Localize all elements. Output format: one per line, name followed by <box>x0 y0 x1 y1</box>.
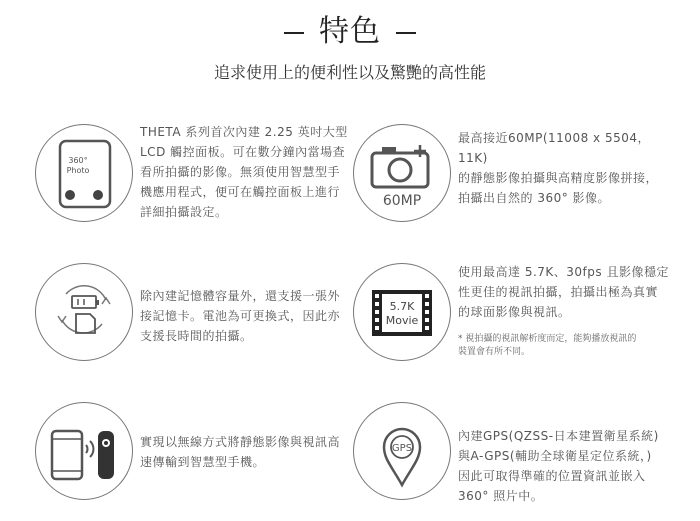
film-5-7k-movie-icon <box>354 264 450 360</box>
page-title-text: 特色 <box>319 14 381 49</box>
feature-text-60mp <box>458 128 678 208</box>
text-line: 的球面影像與視訊。 <box>458 305 571 319</box>
page-subtitle: 追求使用上的便利性以及驚艷的高性能 <box>213 63 486 82</box>
text-line: 拍攝出自然的 360° 影像。 <box>458 191 611 205</box>
note-line: * 視拍攝的視訊解析度而定，能夠播放視訊的 <box>458 334 637 344</box>
text-line: 的靜態影像拍攝與高精度影像拼接， <box>458 171 659 185</box>
feature-text-battery <box>140 286 350 346</box>
page-title <box>0 6 700 50</box>
text-line: 使用最高達 5.7K、30fps 且影像穩定 <box>458 265 669 279</box>
text-line: 看所拍攝的影像。無須使用智慧型手 <box>140 165 341 179</box>
feature-note-movie <box>458 333 678 359</box>
note-line: 裝置會有所不同。 <box>458 347 531 357</box>
text-line: 機應用程式，便可在觸控面板上進行 <box>140 185 341 199</box>
feature-icon-circle-lcd <box>35 124 133 222</box>
text-line: 除內建記憶體容量外，還支援一張外 <box>140 289 341 303</box>
text-line: LCD 觸控面板。可在數分鐘內當場查 <box>140 145 346 159</box>
text-line: 最高接近60MP(11008 x 5504，11K) <box>458 131 650 165</box>
text-line: 性更佳的視訊拍攝，拍攝出極為真實 <box>458 285 659 299</box>
text-line: THETA 系列首次內建 2.25 英吋大型 <box>140 125 348 139</box>
feature-text-movie <box>458 262 683 322</box>
text-line: 實現以無線方式將靜態影像與視訊高 <box>140 435 341 449</box>
battery-sdcard-icon <box>36 264 132 360</box>
icon-label-60mp: 60MP <box>382 193 422 209</box>
title-dash-left <box>284 32 304 34</box>
phone-wireless-camera-icon <box>36 403 132 499</box>
text-line: 詳細拍攝設定。 <box>140 205 228 219</box>
feature-text-lcd <box>140 122 350 222</box>
feature-icon-circle-wireless <box>35 402 133 500</box>
feature-text-wireless <box>140 432 350 472</box>
feature-icon-circle-gps <box>353 402 451 500</box>
icon-label-gps: GPS <box>391 443 413 454</box>
icon-label-5-7k: 5.7K <box>389 300 415 313</box>
feature-icon-circle-60mp <box>353 124 451 222</box>
feature-icon-circle-movie <box>353 263 451 361</box>
camera-60mp-icon <box>354 125 450 221</box>
text-line: 支援長時間的拍攝。 <box>140 329 253 343</box>
feature-icon-circle-battery <box>35 263 133 361</box>
title-dash-right <box>396 32 416 34</box>
icon-label-movie: Movie <box>385 314 419 327</box>
text-line: 內建GPS(QZSS-日本建置衛星系統) <box>458 429 659 443</box>
icon-label-360: 360° <box>68 156 88 165</box>
text-line: 速傳輸到智慧型手機。 <box>140 455 266 469</box>
phone-360-photo-icon <box>36 125 132 221</box>
feature-text-gps <box>458 426 683 506</box>
text-line: 與A-GPS(輔助全球衛星定位系統，) <box>458 449 652 463</box>
text-line: 接記憶卡。電池為可更換式，因此亦 <box>140 309 341 323</box>
icon-label-photo: Photo <box>66 166 90 175</box>
text-line: 因此可取得準確的位置資訊並嵌入 <box>458 469 646 483</box>
gps-pin-icon <box>354 403 450 499</box>
text-line: 360° 照片中。 <box>458 489 544 503</box>
